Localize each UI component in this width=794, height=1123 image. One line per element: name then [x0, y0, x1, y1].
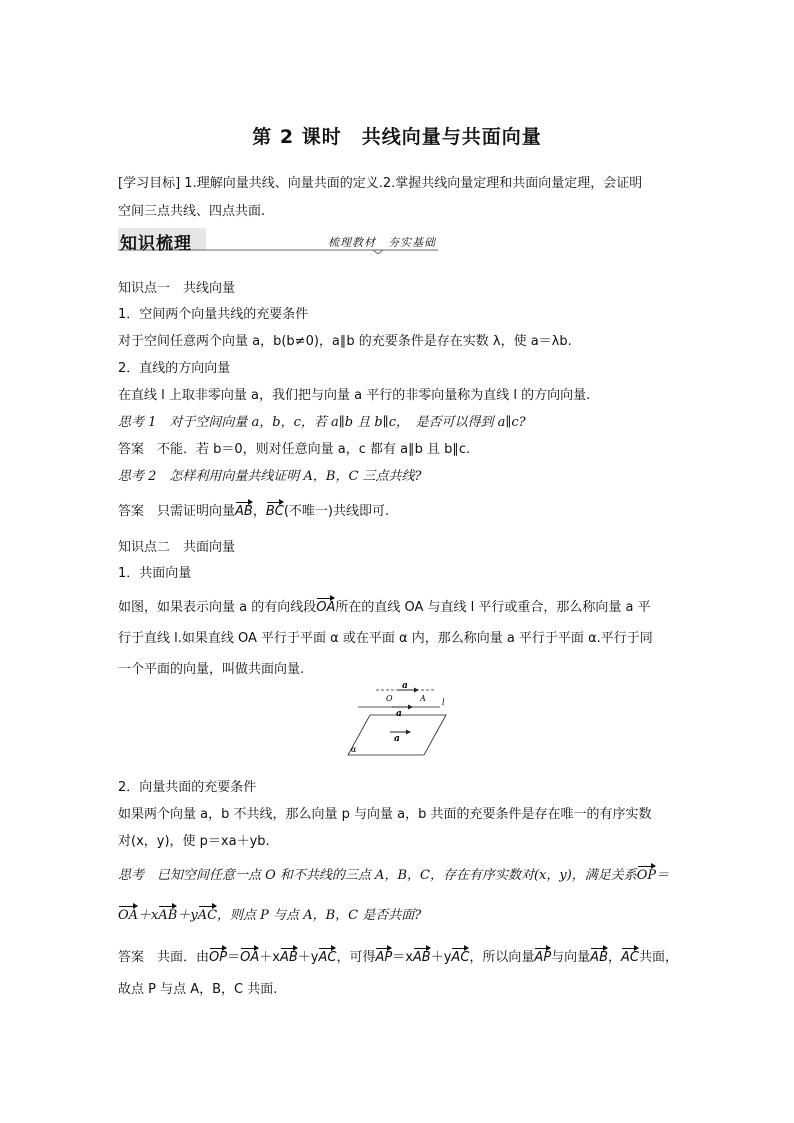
vector-oa: OA	[118, 908, 139, 923]
vector-ap: AP	[375, 950, 393, 965]
label-o: O	[386, 694, 393, 703]
objectives-text-1: 1.理解向量共线、向量共面的定义.2.掌握共线向量定理和共面向量定理，会证明	[184, 176, 643, 191]
vector-ab: AB	[158, 908, 178, 923]
text-segment: 答案 共面．由	[118, 950, 210, 965]
vector-op: OP	[636, 868, 657, 883]
vector-ab: AB	[279, 950, 298, 965]
kp1-heading: 知识点一 共线向量	[118, 281, 236, 296]
kp2-s1-title: 1．共面向量	[118, 566, 192, 581]
section-banner	[118, 226, 438, 254]
banner-subtitle: 梳理教材 夯实基础	[328, 236, 436, 249]
vector-ap: AP	[534, 950, 552, 965]
text-segment: 如图，如果表示向量 a 的有向线段	[118, 600, 317, 615]
label-alpha: α	[351, 745, 357, 754]
text-segment: ＝	[227, 950, 241, 965]
kp2-heading: 知识点二 共面向量	[118, 540, 236, 555]
label-a-mid: a	[396, 709, 402, 719]
label-a-point: A	[420, 694, 426, 703]
vector-ac: AC	[451, 950, 470, 965]
text-segment: 所在的直线 OA 与直线 l 平行或重合，那么称向量 a 平	[335, 600, 651, 615]
kp2-paragraph-3: 一个平面的向量，叫做共面向量.	[118, 662, 305, 677]
banner-title: 知识梳理	[120, 234, 192, 254]
kp2-paragraph-2: 行于直线 l.如果直线 OA 平行于平面 α 或在平面 α 内，那么称向量 a 平行于平面 α.平行于同	[118, 631, 653, 646]
vector-ac: AC	[621, 950, 639, 965]
label-l: l	[442, 698, 445, 707]
vector-ab: AB	[590, 950, 608, 965]
kp2-think-question-2	[118, 904, 678, 923]
objectives-line-2: 空间三点共线、四点共面.	[118, 204, 266, 219]
kp2-s2-line-2: 对(x，y)，使 p＝xa＋yb.	[118, 834, 270, 849]
text-segment: ，	[252, 504, 266, 519]
kp2-s2-title: 2．向量共面的充要条件	[118, 780, 257, 795]
kp1-s2-text: 在直线 l 上取非零向量 a，我们把与向量 a 平行的非零向量称为直线 l 的方向向量.	[118, 388, 591, 403]
vector-oa: OA	[316, 600, 336, 615]
text-segment: ，所以向量	[469, 950, 535, 965]
text-segment: 思考 已知空间任意一点 O 和不共线的三点 A，B，C，存在有序实数对(x，y)，满足关系	[118, 868, 637, 883]
vector-bc: BC	[265, 504, 284, 519]
text-segment: ＝x	[392, 950, 413, 965]
kp1-s1-title: 1．空间两个向量共线的充要条件	[118, 307, 309, 322]
figure-svg	[340, 680, 460, 760]
text-segment: ，可得	[336, 950, 376, 965]
label-a-plane: a	[394, 734, 400, 744]
kp1-think2-question: 思考 2 怎样利用向量共线证明 A，B，C 三点共线?	[118, 469, 422, 484]
text-segment: ＋x	[138, 908, 159, 923]
text-segment: ，	[607, 950, 621, 965]
text-segment: ＝	[656, 868, 670, 883]
text-segment: ，则点 P 与点 A，B，C 是否共面?	[217, 908, 422, 923]
vector-op: OP	[209, 950, 228, 965]
kp2-s2-line-1: 如果两个向量 a，b 不共线，那么向量 p 与向量 a，b 共面的充要条件是存在唯一的有序实数	[118, 807, 652, 822]
label-a-top: a	[402, 681, 408, 691]
vector-ab: AB	[412, 950, 431, 965]
vector-ab: AB	[235, 504, 253, 519]
text-segment: ＋x	[259, 950, 280, 965]
kp2-answer-line-1	[118, 946, 678, 965]
text-segment: ＋y	[430, 950, 452, 965]
kp2-paragraph-1	[118, 596, 678, 615]
kp2-answer-line-2: 故点 P 与点 A，B，C 共面.	[118, 982, 278, 997]
text-segment: 与向量	[551, 950, 591, 965]
kp1-think1-answer: 答案 不能．若 b＝0，则对任意向量 a，c 都有 a∥b 且 b∥c.	[118, 442, 471, 457]
vector-oa: OA	[240, 950, 260, 965]
objectives-tag: [学习目标]	[118, 176, 181, 191]
objectives-line-1	[118, 172, 678, 191]
text-segment: 共面，	[638, 950, 678, 965]
kp1-s1-text: 对于空间任意两个向量 a，b(b≠0)，a∥b 的充要条件是存在实数 λ，使 a＝λb.	[118, 334, 572, 349]
page-title: 第 2 课时 共线向量与共面向量	[252, 126, 542, 148]
text-segment: ＋y	[297, 950, 319, 965]
kp1-think2-answer	[118, 500, 678, 519]
text-segment: (不唯一)共线即可.	[283, 504, 390, 519]
vector-ac: AC	[318, 950, 337, 965]
kp2-think-question-1	[118, 864, 678, 883]
kp1-think1-question: 思考 1 对于空间向量 a，b，c，若 a∥b 且 b∥c， 是否可以得到 a∥c?	[118, 415, 526, 430]
kp1-s2-title: 2．直线的方向向量	[118, 361, 231, 376]
text-segment: 答案 只需证明向量	[118, 504, 236, 519]
text-segment: ＋y	[177, 908, 198, 923]
plane-vector-figure	[340, 680, 460, 760]
vector-ac: AC	[197, 908, 218, 923]
